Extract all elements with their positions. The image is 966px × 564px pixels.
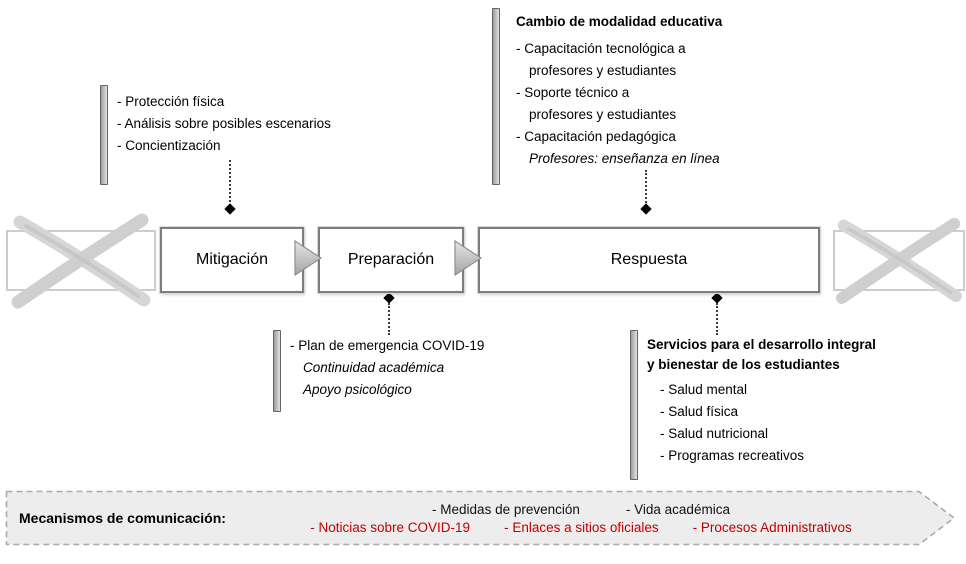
banner-items xyxy=(257,490,905,546)
annotation-line: Apoyo psicológico xyxy=(303,382,412,397)
annotation-line: - Programas recreativos xyxy=(660,448,805,463)
diamond-marker xyxy=(640,203,651,214)
x-mark-icon xyxy=(831,212,966,308)
flow-arrow-icon xyxy=(293,239,323,277)
bracket-icon xyxy=(100,85,108,185)
phase-label: Mitigación xyxy=(195,251,269,268)
bracket-icon xyxy=(630,330,638,480)
banner-title: Mecanismos de comunicación: xyxy=(19,510,226,526)
dotted-connector-response-top xyxy=(645,170,647,206)
phase-label: Respuesta xyxy=(610,251,688,268)
diamond-marker xyxy=(711,292,722,303)
diamond-marker xyxy=(224,203,235,214)
annotation-mitigation-top xyxy=(100,85,331,185)
annotation-line: - Salud nutricional xyxy=(660,426,769,441)
phase-box-mitigacion xyxy=(160,227,304,293)
annotation-line: - Capacitación pedagógica xyxy=(516,129,676,144)
banner-row-black xyxy=(257,502,905,517)
bracket-icon xyxy=(273,330,281,412)
annotation-title: y bienestar de los estudiantes xyxy=(647,357,840,372)
annotation-line: profesores y estudiantes xyxy=(529,63,677,78)
banner-item: - Noticias sobre COVID-19 xyxy=(310,519,471,535)
phase-box-preparacion xyxy=(318,227,464,293)
banner-item: - Medidas de prevención xyxy=(432,501,580,517)
phase-box-respuesta xyxy=(478,227,820,293)
x-mark-icon xyxy=(4,212,158,308)
annotation-line: - Salud física xyxy=(660,404,739,419)
annotation-line: - Protección física xyxy=(117,94,225,109)
annotation-preparation-bottom xyxy=(273,330,484,412)
annotation-response-top xyxy=(492,8,722,185)
annotation-line: - Análisis sobre posibles escenarios xyxy=(117,116,331,131)
annotation-response-bottom xyxy=(630,330,876,480)
bracket-icon xyxy=(492,8,500,185)
banner-item: - Vida académica xyxy=(625,501,730,517)
banner-item: - Procesos Administrativos xyxy=(692,519,852,535)
dotted-connector-mitigation xyxy=(229,160,231,206)
annotation-line: - Soporte técnico a xyxy=(516,85,630,100)
annotation-line: - Plan de emergencia COVID-19 xyxy=(290,338,485,353)
annotation-title: Servicios para el desarrollo integral xyxy=(647,337,876,352)
annotation-title: Cambio de modalidad educativa xyxy=(516,14,723,29)
ghost-phase-right xyxy=(833,230,965,291)
annotation-line: profesores y estudiantes xyxy=(529,107,677,122)
flow-arrow-icon xyxy=(453,239,483,277)
diamond-marker xyxy=(383,292,394,303)
annotation-line: - Salud mental xyxy=(660,382,748,397)
annotation-line: - Capacitación tecnológica a xyxy=(516,41,686,56)
phase-label: Preparación xyxy=(347,251,435,268)
banner-item: - Enlaces a sitios oficiales xyxy=(504,519,659,535)
annotation-line: Profesores: enseñanza en línea xyxy=(529,151,720,166)
annotation-line: - Concientización xyxy=(117,138,221,153)
banner-row-red xyxy=(257,520,905,535)
ghost-phase-left xyxy=(6,230,156,291)
annotation-line: Continuidad académica xyxy=(303,360,445,375)
communication-banner xyxy=(5,490,957,546)
